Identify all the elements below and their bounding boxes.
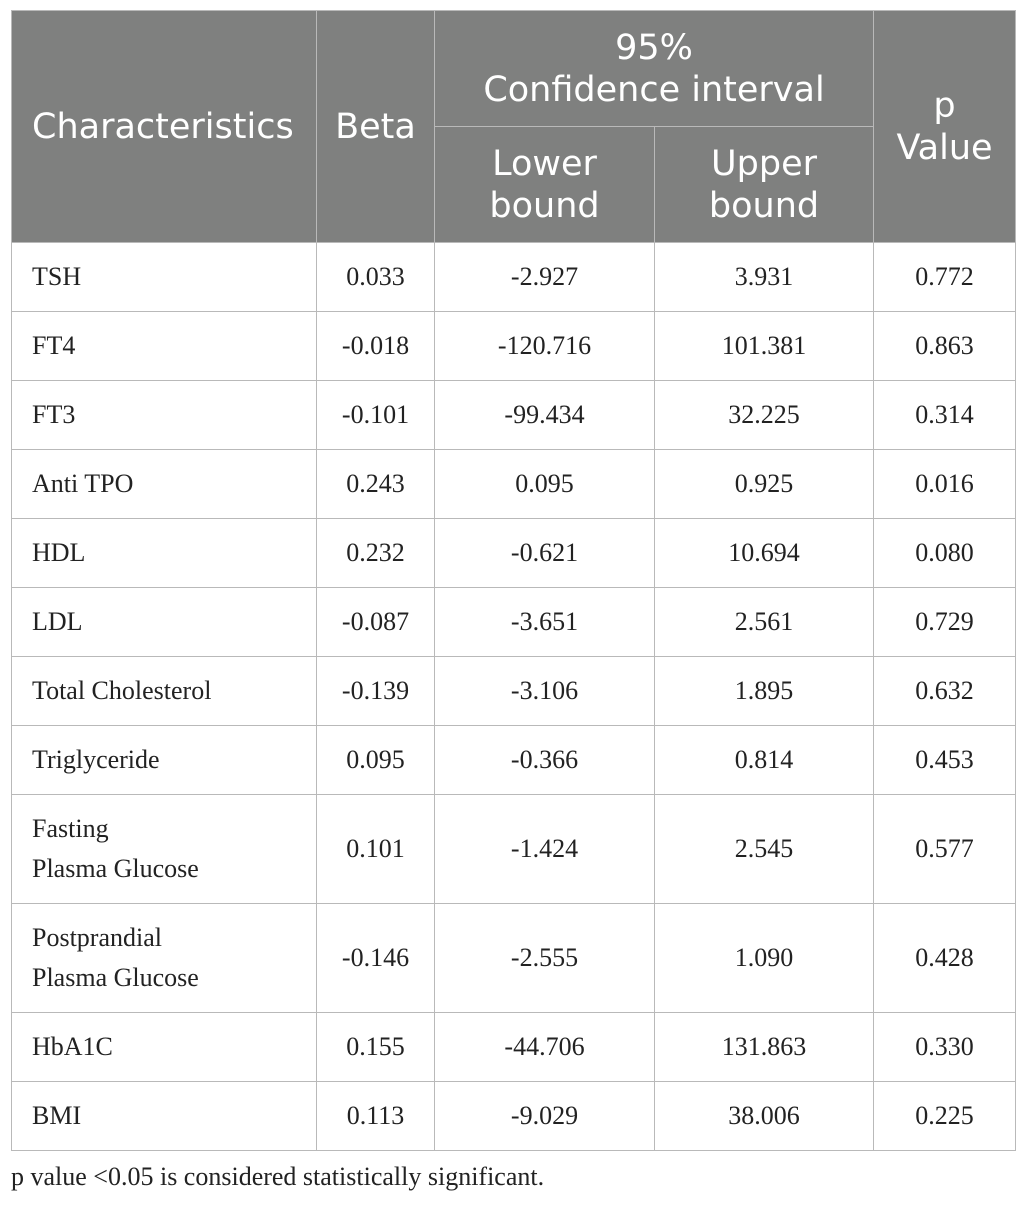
cell-p-value: 0.453: [874, 726, 1016, 795]
table-row: [12, 1013, 1016, 1082]
cell-beta: 0.033: [317, 243, 435, 312]
cell-characteristic-line1: Fasting: [32, 814, 109, 843]
cell-upper-bound: 0.925: [655, 450, 874, 519]
cell-lower-bound: -0.366: [435, 726, 655, 795]
cell-lower-bound: -2.927: [435, 243, 655, 312]
cell-p-value: 0.729: [874, 588, 1016, 657]
cell-lower-bound: -120.716: [435, 312, 655, 381]
cell-beta: 0.101: [317, 795, 435, 904]
cell-characteristic: FT3: [12, 381, 317, 450]
header-characteristics-label: Characteristics: [32, 106, 294, 147]
cell-upper-bound: 3.931: [655, 243, 874, 312]
cell-upper-bound: 0.814: [655, 726, 874, 795]
cell-p-value: 0.632: [874, 657, 1016, 726]
cell-beta: 0.232: [317, 519, 435, 588]
cell-lower-bound: -0.621: [435, 519, 655, 588]
cell-characteristic: HbA1C: [12, 1013, 317, 1082]
cell-characteristic: FT4: [12, 312, 317, 381]
header-ci-line1: 95%: [615, 27, 693, 68]
table-row: [12, 657, 1016, 726]
cell-beta: -0.139: [317, 657, 435, 726]
cell-p-value: 0.577: [874, 795, 1016, 904]
header-upper-line1: Upper: [711, 143, 817, 184]
table-row: [12, 588, 1016, 657]
table-row: [12, 450, 1016, 519]
table-row: [12, 312, 1016, 381]
cell-beta: 0.243: [317, 450, 435, 519]
regression-table: [11, 10, 1016, 1151]
cell-p-value: 0.772: [874, 243, 1016, 312]
header-p-value: [874, 11, 1016, 243]
cell-upper-bound: 1.090: [655, 904, 874, 1013]
cell-characteristic: Triglyceride: [12, 726, 317, 795]
cell-upper-bound: 2.561: [655, 588, 874, 657]
cell-lower-bound: -3.651: [435, 588, 655, 657]
cell-p-value: 0.314: [874, 381, 1016, 450]
cell-p-value: 0.330: [874, 1013, 1016, 1082]
cell-lower-bound: -3.106: [435, 657, 655, 726]
cell-characteristic: [12, 795, 317, 904]
header-upper-line2: bound: [708, 185, 820, 226]
header-lower-bound: [435, 127, 655, 243]
cell-beta: -0.018: [317, 312, 435, 381]
cell-upper-bound: 101.381: [655, 312, 874, 381]
cell-lower-bound: -99.434: [435, 381, 655, 450]
cell-beta: -0.146: [317, 904, 435, 1013]
header-beta-label: Beta: [335, 106, 416, 147]
cell-beta: -0.087: [317, 588, 435, 657]
header-ci-line2: Confidence interval: [483, 69, 825, 110]
cell-upper-bound: 1.895: [655, 657, 874, 726]
cell-p-value: 0.428: [874, 904, 1016, 1013]
cell-p-value: 0.080: [874, 519, 1016, 588]
cell-lower-bound: -44.706: [435, 1013, 655, 1082]
cell-upper-bound: 2.545: [655, 795, 874, 904]
cell-characteristic: BMI: [12, 1082, 317, 1151]
header-characteristics: [12, 11, 317, 243]
cell-beta: 0.113: [317, 1082, 435, 1151]
cell-beta: 0.155: [317, 1013, 435, 1082]
regression-table-container: [11, 10, 1015, 1151]
cell-p-value: 0.225: [874, 1082, 1016, 1151]
table-row: [12, 904, 1016, 1013]
cell-p-value: 0.016: [874, 450, 1016, 519]
header-lower-line2: bound: [489, 185, 600, 226]
cell-upper-bound: 131.863: [655, 1013, 874, 1082]
table-row: [12, 1082, 1016, 1151]
cell-upper-bound: 10.694: [655, 519, 874, 588]
header-beta: [317, 11, 435, 243]
table-row: [12, 795, 1016, 904]
cell-characteristic: TSH: [12, 243, 317, 312]
cell-beta: 0.095: [317, 726, 435, 795]
cell-lower-bound: -2.555: [435, 904, 655, 1013]
cell-lower-bound: -9.029: [435, 1082, 655, 1151]
cell-characteristic-line1: Postprandial: [32, 923, 162, 952]
cell-characteristic: Total Cholesterol: [12, 657, 317, 726]
cell-characteristic: HDL: [12, 519, 317, 588]
cell-characteristic-line2: Plasma Glucose: [32, 963, 199, 992]
cell-characteristic-line2: Plasma Glucose: [32, 854, 199, 883]
cell-lower-bound: -1.424: [435, 795, 655, 904]
cell-beta: -0.101: [317, 381, 435, 450]
header-p-line2: Value: [896, 127, 993, 168]
header-confidence-interval: [435, 11, 874, 127]
cell-lower-bound: 0.095: [435, 450, 655, 519]
table-row: [12, 726, 1016, 795]
cell-characteristic: [12, 904, 317, 1013]
table-footnote: p value <0.05 is considered statistically significant.: [11, 1162, 545, 1191]
cell-characteristic: LDL: [12, 588, 317, 657]
cell-p-value: 0.863: [874, 312, 1016, 381]
table-row: [12, 381, 1016, 450]
header-upper-bound: [655, 127, 874, 243]
table-row: [12, 519, 1016, 588]
table-row: [12, 243, 1016, 312]
cell-characteristic: Anti TPO: [12, 450, 317, 519]
cell-upper-bound: 38.006: [655, 1082, 874, 1151]
header-lower-line1: Lower: [492, 143, 597, 184]
cell-upper-bound: 32.225: [655, 381, 874, 450]
header-p-line1: p: [933, 85, 956, 126]
